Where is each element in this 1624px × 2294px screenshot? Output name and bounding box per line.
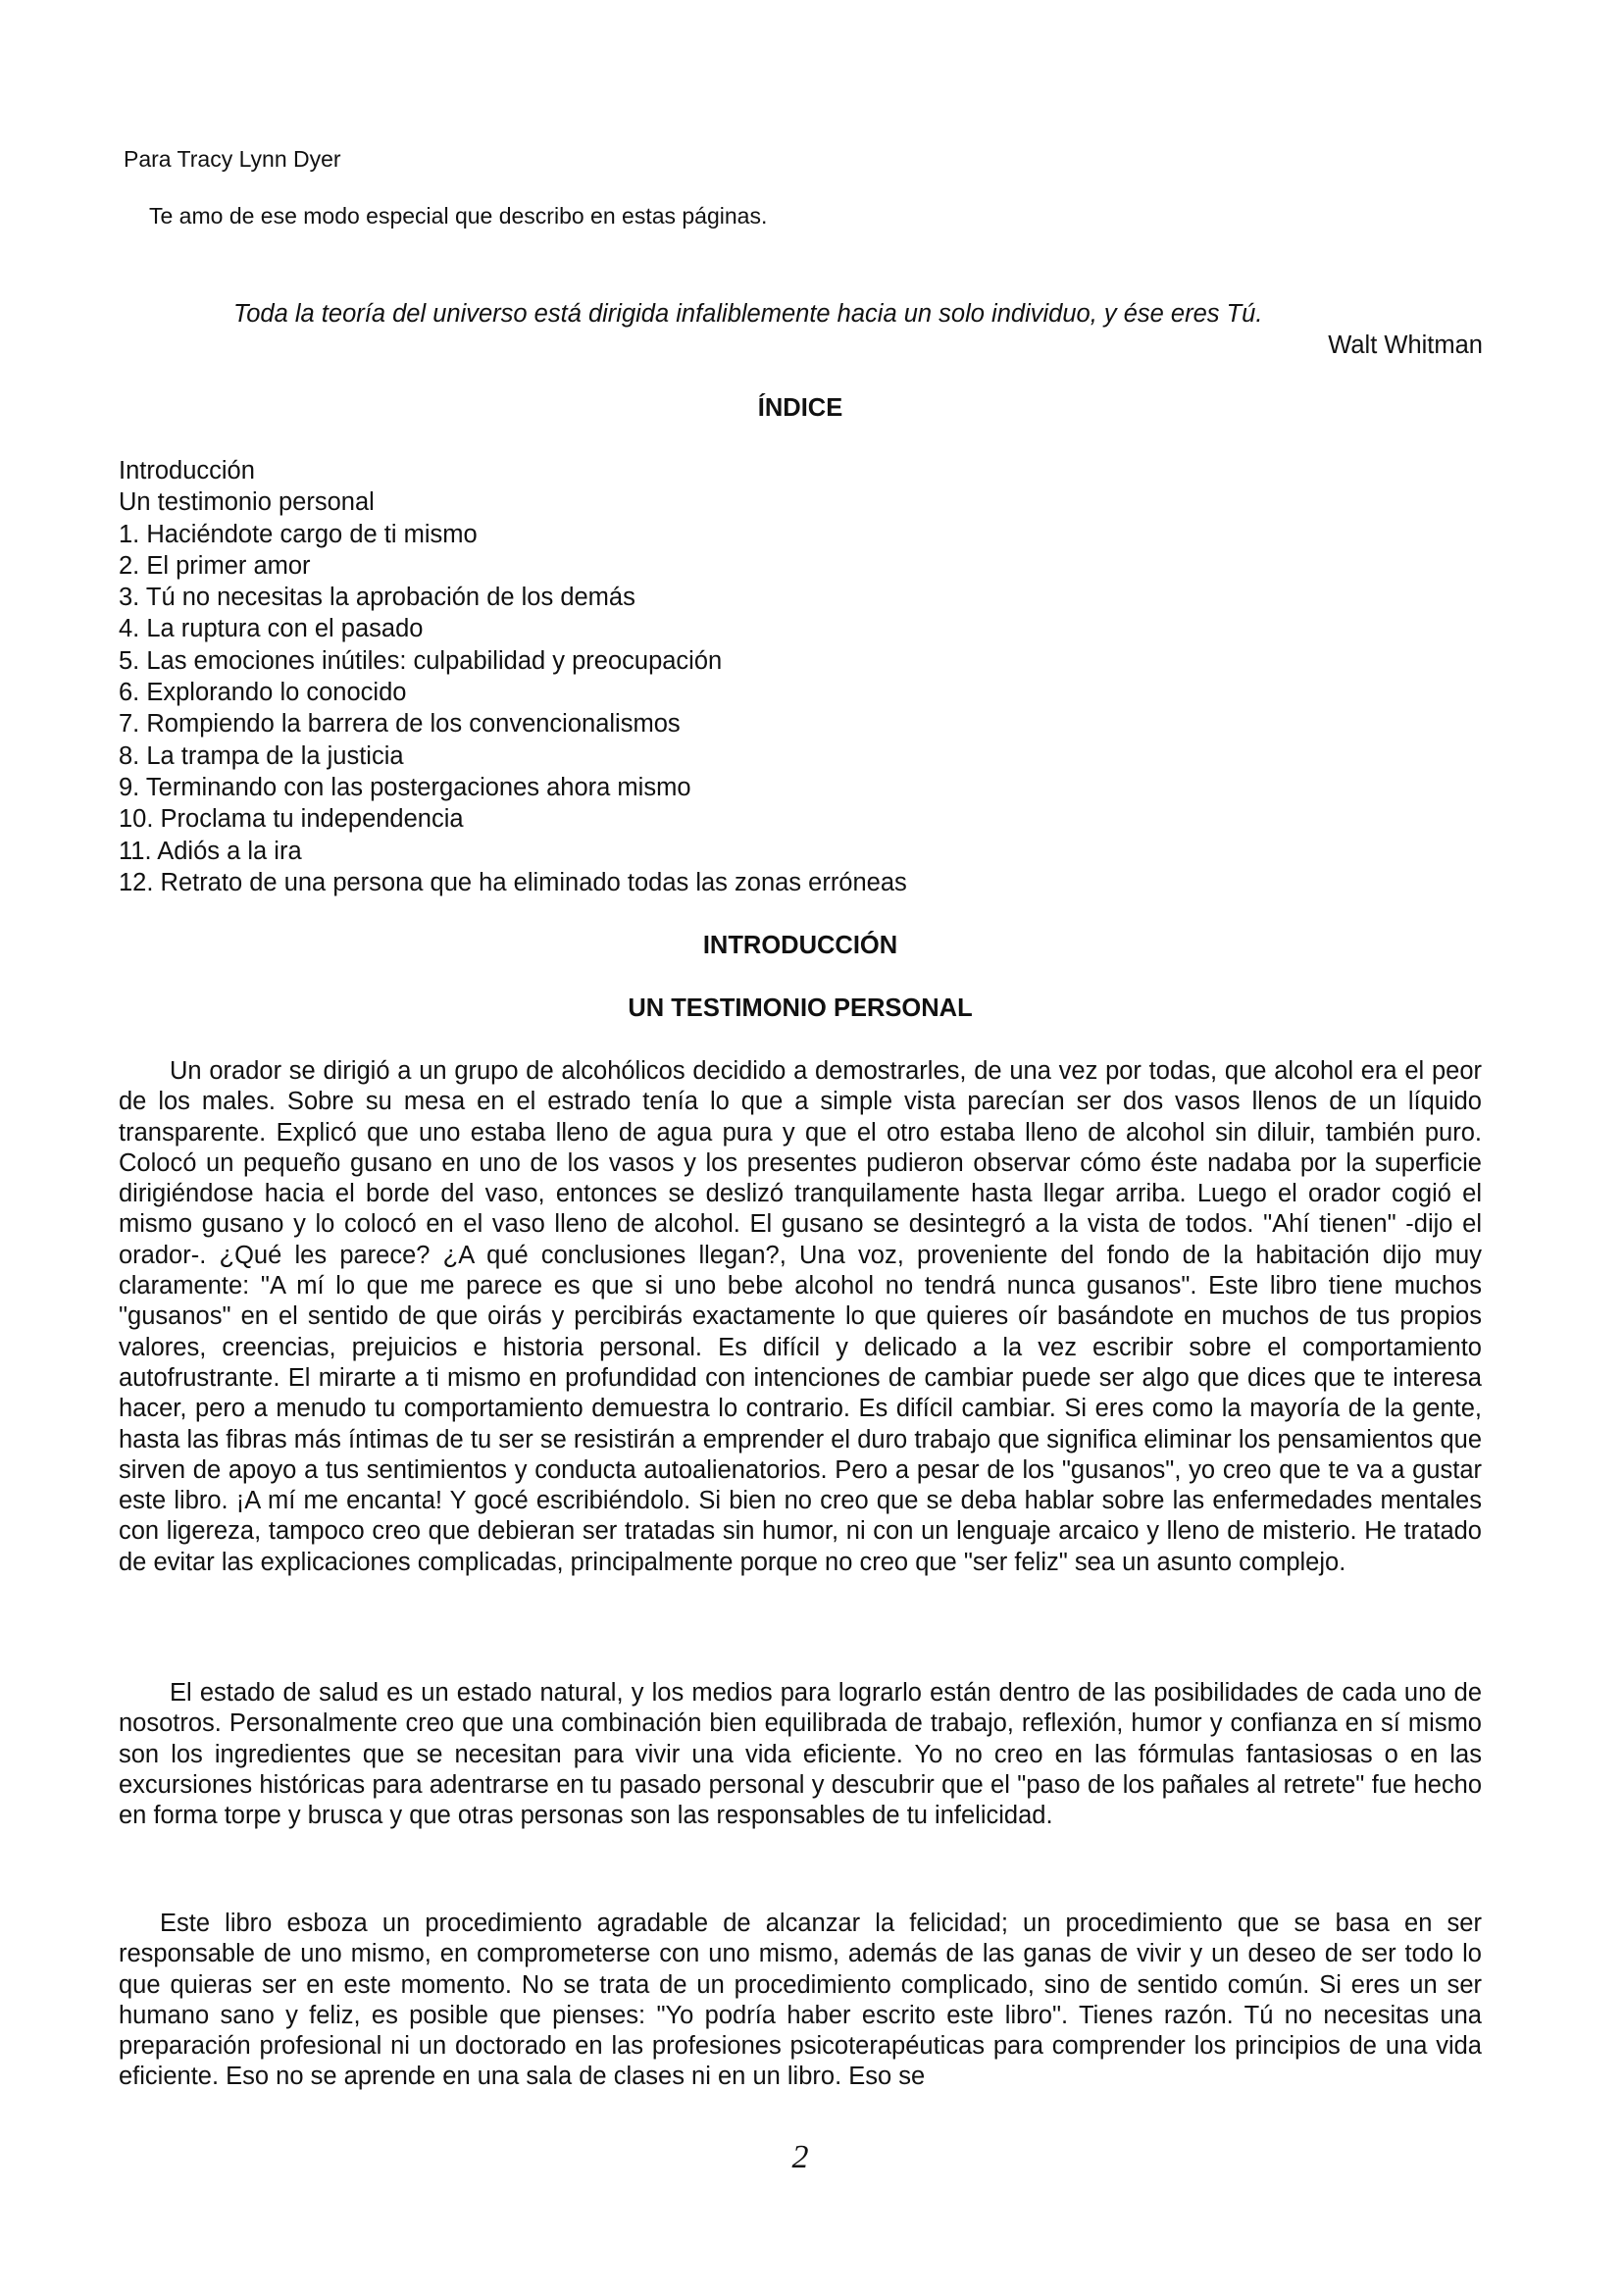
toc-item: Introducción <box>119 457 255 484</box>
toc-item: 3. Tú no necesitas la aprobación de los demás <box>119 584 635 612</box>
toc-item: 8. La trampa de la justicia <box>119 741 404 770</box>
body-paragraph: Este libro esboza un procedimiento agradable de alcanzar la felicidad; un procedimiento que se basa en ser responsable de uno mismo, en comprometerse con uno mismo, además de las ganas de vivir y un deseo de ser todo lo que quieras ser en este momento. No se trata de un procedimiento complicado, sino de sentido común. Si eres un ser humano sano y feliz, es posible que pienses: "Yo podría haber escrito este libro". Tienes razón. Tú no necesitas una preparación profesional ni un doctorado en las profesiones psicoterapéuticas para comprender los principios de una vida eficiente. Eso no se aprende en una sala de clases ni en un libro. Eso se <box>119 1910 1482 2091</box>
toc-item: 9. Terminando con las postergaciones ahora mismo <box>119 773 691 801</box>
table-of-contents <box>119 455 1492 898</box>
toc-item: 1. Haciéndote cargo de ti mismo <box>119 520 478 548</box>
dedication-text: Te amo de ese modo especial que describo en estas páginas. <box>149 203 768 229</box>
epigraph-quote: Toda la teoría del universo está dirigida infaliblemente hacia un solo individuo, y ése eres Tú. <box>233 300 1263 328</box>
toc-item: 2. El primer amor <box>119 551 311 580</box>
toc-item: 7. Rompiendo la barrera de los convencionalismos <box>119 710 681 739</box>
toc-item: 6. Explorando lo conocido <box>119 679 407 707</box>
toc-item: 5. Las emociones inútiles: culpabilidad y preocupación <box>119 646 723 675</box>
toc-item: 4. La ruptura con el pasado <box>119 615 424 643</box>
introduction-heading: INTRODUCCIÓN <box>702 932 898 959</box>
page-number: 2 <box>791 2139 809 2175</box>
dedication-to: Para Tracy Lynn Dyer <box>124 146 341 172</box>
index-heading: ÍNDICE <box>757 394 843 422</box>
toc-item: 10. Proclama tu independencia <box>119 805 464 834</box>
body-paragraph: El estado de salud es un estado natural, y los medios para lograrlo están dentro de las posibilidades de cada uno de nosotros. Personalmente creo que una combinación bien equilibrada de trabajo, reflexión, humor y confianza en sí mismo son los ingredientes que se necesitan para vivir una vida eficiente. Yo no creo en las fórmulas fantasiosas o en las excursiones históricas para adentrarse en tu pasado personal y descubrir que el "paso de los pañales al retrete" fue hecho en forma torpe y brusca y que otras personas son las responsables de tu infelicidad. <box>119 1679 1482 1830</box>
toc-item: 12. Retrato de una persona que ha eliminado todas las zonas erróneas <box>119 868 907 896</box>
toc-item: 11. Adiós a la ira <box>119 837 302 865</box>
toc-item: Un testimonio personal <box>119 488 375 517</box>
body-paragraph: Un orador se dirigió a un grupo de alcohólicos decidido a demostrarles, de una vez por todas, que alcohol era el peor de los males. Sobre su mesa en el estrado tenía lo que a simple vista parecían ser dos vasos llenos de un líquido transparente. Explicó que uno estaba lleno de agua pura y que el otro estaba lleno de alcohol sin diluir, también puro. Colocó un pequeño gusano en uno de los vasos y los presentes pudieron observar cómo éste nadaba por la superficie dirigiéndose hacia el borde del vaso, entonces se deslizó tranquilamente hasta llegar arriba. Luego el orador cogió el mismo gusano y lo colocó en el vaso lleno de alcohol. El gusano se desintegró a la vista de todos. "Ahí tienen" -dijo el orador-. ¿Qué les parece? ¿A qué conclusiones llegan?, Una voz, proveniente del fondo de la habitación dijo muy claramente: "A mí lo que me parece es que si uno bebe alcohol no tendrá nunca gusanos". Este libro tiene muchos "gusanos" en el sentido de que oirás y percibirás exactamente lo que quieres oír basándote en muchos de tus propios valores, creencias, prejuicios e historia personal. Es difícil y delicado a la vez escribir sobre el comportamiento autofrustrante. El mirarte a ti mismo en profundidad con intenciones de cambiar puede ser algo que dices que te interesa hacer, pero a menudo tu comportamiento demuestra lo contrario. Es difícil cambiar. Si eres como la mayoría de la gente, hasta las fibras más íntimas de tu ser se resistirán a emprender el duro trabajo que significa eliminar los pensamientos que sirven de apoyo a tus sentimientos y conducta autoalienatorios. Pero a pesar de los "gusanos", yo creo que te va a gustar este libro. ¡A mí me encanta! Y gocé escribiéndolo. Si bien no creo que se deba hablar sobre las enfermedades mentales con ligereza, tampoco creo que debieran ser tratadas sin humor, ni con un lenguaje arcaico y lleno de misterio. He tratado de evitar las explicaciones complicadas, principalmente porque no creo que "ser feliz" sea un asunto complejo. <box>119 1057 1482 1576</box>
epigraph-author: Walt Whitman <box>1328 331 1483 359</box>
testimonio-heading: UN TESTIMONIO PERSONAL <box>628 994 973 1022</box>
